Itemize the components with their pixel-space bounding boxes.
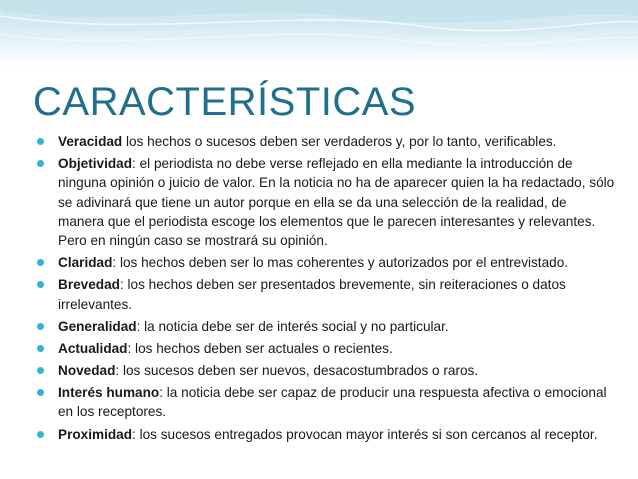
list-item — [35, 361, 615, 380]
characteristics-list — [35, 132, 615, 444]
characteristic-term: Objetividad — [58, 156, 133, 172]
characteristic-term: Claridad — [58, 255, 113, 271]
characteristic-term: Veracidad — [58, 134, 123, 149]
list-item — [35, 317, 615, 336]
characteristic-term: Interés humano — [58, 385, 160, 401]
characteristic-description: : los sucesos deben ser nuevos, desacostumbrados o raros. — [115, 363, 479, 379]
slide-body — [35, 132, 615, 447]
characteristic-description: : los hechos deben ser presentados brevemente, sin reiteraciones o datos irrelevantes. — [58, 277, 566, 312]
circle-bullet-icon — [37, 323, 44, 330]
list-item — [35, 339, 615, 358]
characteristic-term: Generalidad — [58, 318, 137, 334]
characteristic-term: Brevedad — [58, 277, 120, 293]
circle-bullet-icon — [37, 160, 44, 167]
characteristic-description: : los sucesos entregados provocan mayor interés si son cercanos al receptor. — [132, 426, 598, 442]
circle-bullet-icon — [37, 138, 44, 145]
circle-bullet-icon — [37, 345, 44, 352]
circle-bullet-icon — [37, 281, 44, 288]
circle-bullet-icon — [37, 431, 44, 438]
header-wave-band — [0, 0, 638, 68]
list-item — [35, 253, 615, 272]
list-item — [35, 425, 615, 444]
characteristic-description: los hechos o sucesos deben ser verdaderos y, por lo tanto, verificables. — [122, 134, 557, 149]
characteristic-description: : los hechos deben ser actuales o recientes. — [127, 340, 393, 356]
circle-bullet-icon — [37, 367, 44, 374]
characteristic-description: : la noticia debe ser de interés social y no particular. — [136, 318, 449, 334]
list-item — [35, 383, 615, 422]
circle-bullet-icon — [37, 389, 44, 396]
slide-title: CARACTERÍSTICAS — [33, 80, 417, 124]
list-item — [35, 154, 615, 250]
characteristic-term: Novedad — [58, 363, 116, 379]
characteristic-term: Actualidad — [58, 340, 128, 356]
list-item — [35, 132, 615, 151]
characteristic-description: : la noticia debe ser capaz de producir una respuesta afectiva o emocional en los receptores. — [58, 385, 607, 420]
circle-bullet-icon — [37, 259, 44, 266]
characteristic-term: Proximidad — [58, 426, 133, 442]
characteristic-description: : el periodista no debe verse reflejado en ella mediante la introducción de ninguna opinión o juicio de valor. En la noticia no ha de aparecer quien la ha redactado, sólo se adivinará que tiene un autor porque en ella se da una selección de la realidad, de manera que el periodista escoge los elementos que le parecen interesantes y relevantes. Pero en ningún caso se mostrará su opinión. — [58, 156, 615, 249]
characteristic-description: : los hechos deben ser lo mas coherentes y autorizados por el entrevistado. — [112, 255, 569, 271]
wave-decoration — [0, 0, 638, 68]
list-item — [35, 275, 615, 314]
